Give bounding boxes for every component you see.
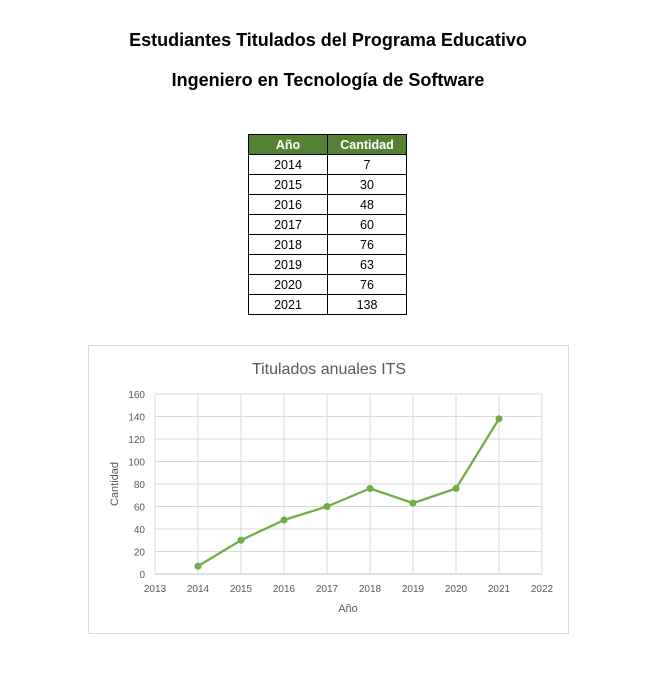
y-tick-label: 140 [128, 412, 145, 424]
x-tick-label: 2019 [401, 584, 425, 595]
data-point [410, 500, 417, 507]
data-point [453, 485, 460, 492]
page-title: Estudiantes Titulados del Programa Educativo [129, 30, 527, 50]
x-tick-label: 2020 [444, 584, 468, 595]
y-tick-label: 120 [128, 435, 145, 446]
table-row [249, 215, 407, 235]
data-point [281, 517, 288, 524]
table-row [249, 275, 407, 295]
y-tick-label: 160 [128, 390, 145, 401]
data-point [496, 415, 503, 422]
year-cell: 2014 [249, 155, 328, 175]
chart-container [88, 345, 569, 634]
x-tick-label: 2016 [272, 584, 296, 595]
y-tick-label: 40 [133, 525, 145, 536]
year-cell: 2015 [249, 175, 328, 195]
data-point [367, 485, 374, 492]
x-tick-label: 2018 [358, 584, 382, 595]
x-tick-label: 2021 [487, 584, 511, 595]
count-cell: 138 [328, 295, 407, 315]
chart-title: Titulados anuales ITS [251, 361, 407, 378]
column-header-year: Año [249, 135, 328, 155]
table-row [249, 255, 407, 275]
y-axis-title: Cantidad [109, 461, 121, 507]
table-row [249, 195, 407, 215]
count-cell: 48 [328, 195, 407, 215]
year-cell: 2017 [249, 215, 328, 235]
page-subtitle: Ingeniero en Tecnología de Software [171, 70, 485, 90]
table-row [249, 175, 407, 195]
y-tick-label: 80 [133, 480, 145, 491]
graduates-table [248, 134, 407, 315]
count-cell: 7 [328, 155, 407, 175]
y-tick-label: 60 [133, 502, 145, 514]
x-tick-label: 2015 [229, 584, 253, 595]
table-row [249, 235, 407, 255]
column-header-count: Cantidad [328, 135, 407, 155]
table-row [249, 295, 407, 315]
y-tick-label: 0 [139, 570, 145, 581]
year-cell: 2016 [249, 195, 328, 215]
data-point [324, 503, 331, 510]
x-tick-label: 2014 [186, 584, 210, 595]
count-cell: 60 [328, 215, 407, 235]
y-tick-label: 20 [133, 547, 145, 559]
year-cell: 2018 [249, 235, 328, 255]
table-row [249, 155, 407, 175]
year-cell: 2019 [249, 255, 328, 275]
count-cell: 30 [328, 175, 407, 195]
series-line [198, 419, 499, 566]
count-cell: 76 [328, 235, 407, 255]
y-tick-label: 100 [128, 457, 145, 469]
year-cell: 2021 [249, 295, 328, 315]
count-cell: 76 [328, 275, 407, 295]
x-tick-label: 2013 [143, 584, 167, 595]
table-header-row [249, 135, 407, 155]
year-cell: 2020 [249, 275, 328, 295]
count-cell: 63 [328, 255, 407, 275]
line-chart [89, 346, 568, 633]
data-point [238, 537, 245, 544]
x-tick-label: 2022 [530, 584, 554, 595]
x-tick-label: 2017 [315, 584, 339, 595]
data-point [195, 563, 202, 570]
x-axis-title: Año [338, 603, 358, 615]
